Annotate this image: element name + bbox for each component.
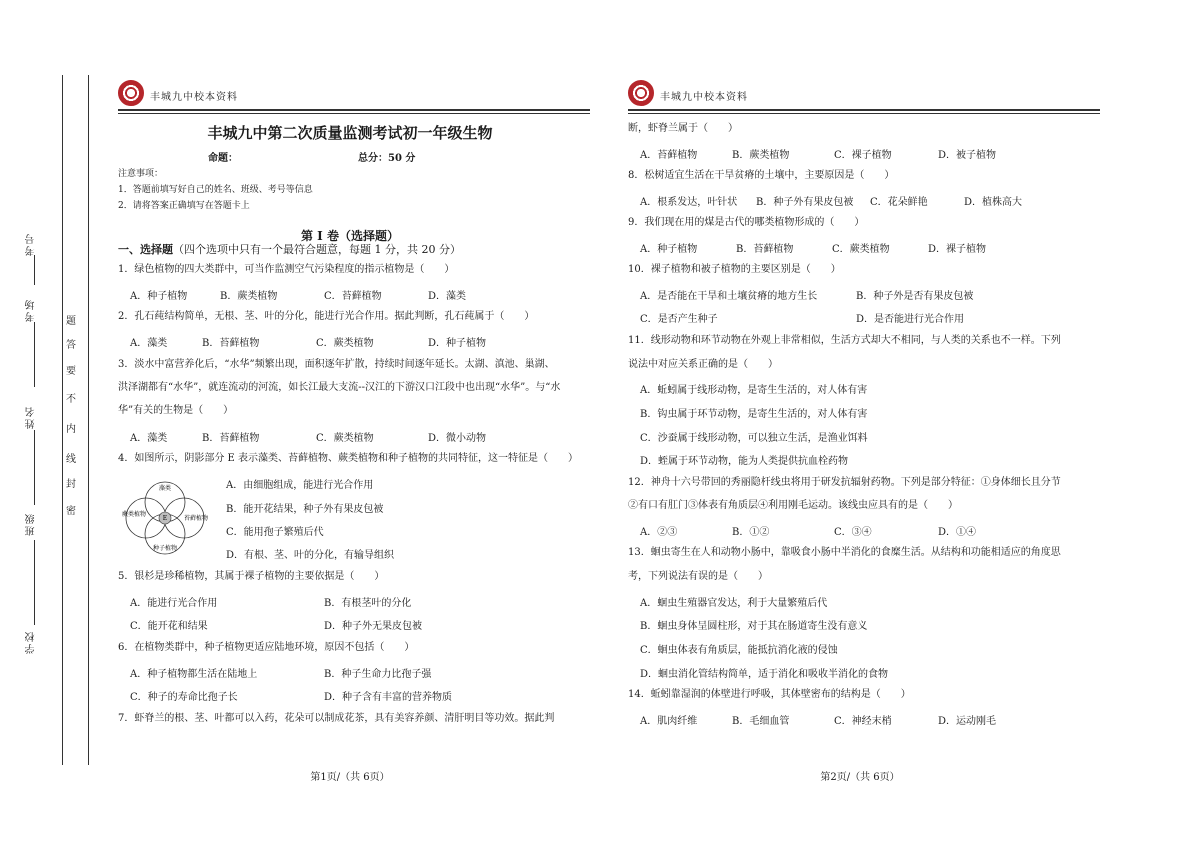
question-12-line: 12．神舟十六号带回的秀丽隐杆线虫将用于研发抗辐射药物。下列是部分特征：①身体细长且分节 bbox=[628, 477, 1061, 488]
exam-page-2 bbox=[620, 0, 1100, 849]
blank-line bbox=[34, 322, 35, 387]
option: B．钩虫属于环节动物，是寄生生活的，对人体有害 bbox=[640, 409, 868, 420]
question-10: 10．裸子植物和被子植物的主要区别是（ ） bbox=[628, 264, 841, 275]
question-11-line: 说法中对应关系正确的是（ ） bbox=[628, 359, 778, 370]
setter-label: 命题： bbox=[208, 153, 238, 164]
venn-label-fern: 蕨类植物 bbox=[121, 511, 147, 518]
option: A．苔藓植物 bbox=[640, 150, 698, 161]
header-rule bbox=[118, 113, 590, 114]
header-rule bbox=[628, 109, 1100, 111]
option: B．有根茎叶的分化 bbox=[324, 598, 412, 609]
option: C．蕨类植物 bbox=[316, 338, 374, 349]
note-line: 2．请将答案正确填写在答题卡上 bbox=[118, 201, 250, 211]
field-kaohao: 考号 bbox=[26, 232, 37, 256]
question-14: 14．蚯蚓靠湿润的体壁进行呼吸，其体壁密布的结构是（ ） bbox=[628, 689, 911, 700]
option: A．②③ bbox=[640, 527, 678, 538]
binding-line-outer bbox=[62, 75, 63, 765]
field-banji: 班级 bbox=[26, 512, 37, 536]
option: D．裸子植物 bbox=[928, 244, 987, 255]
seal-char: 内 bbox=[66, 424, 76, 435]
section-heading-bold: 一、选择题 bbox=[118, 243, 173, 256]
blank-line bbox=[34, 430, 35, 505]
binding-line-inner bbox=[88, 75, 89, 765]
option: D．种子含有丰富的营养物质 bbox=[324, 692, 453, 703]
venn-label-seed: 种子植物 bbox=[152, 545, 178, 552]
question-7: 7．虾脊兰的根、茎、叶都可以入药，花朵可以制成花茶，具有美容养颜、清肝明目等功效。据此判 bbox=[118, 713, 555, 724]
venn-label-algae: 藻类 bbox=[158, 485, 172, 492]
exam-page-1 bbox=[110, 0, 590, 849]
page-footer: 第1页/（共 6页） bbox=[310, 772, 390, 783]
option: C．能开花和结果 bbox=[130, 621, 208, 632]
option: A．根系发达，叶针状 bbox=[640, 197, 738, 208]
option: D．蛭属于环节动物，能为人类提供抗血栓药物 bbox=[640, 456, 849, 467]
option: C．蕨类植物 bbox=[316, 433, 374, 444]
notes-title: 注意事项： bbox=[118, 169, 164, 179]
option: B．苔藓植物 bbox=[202, 338, 260, 349]
option: A．肌肉纤维 bbox=[640, 716, 698, 727]
option: A．种子植物 bbox=[640, 244, 698, 255]
option: B．蕨类植物 bbox=[732, 150, 790, 161]
option: B．蛔虫身体呈圆柱形，对于其在肠道寄生没有意义 bbox=[640, 621, 868, 632]
question-3-line: 3．淡水中富营养化后，“水华”频繁出现，面积逐年扩散，持续时间逐年延长。太湖、滇池、巢湖、 bbox=[118, 359, 555, 370]
seal-char: 答 bbox=[66, 340, 76, 351]
option: D．植株高大 bbox=[964, 197, 1023, 208]
section-heading bbox=[118, 241, 461, 257]
option: B．种子外是否有果皮包被 bbox=[856, 291, 974, 302]
blank-line bbox=[34, 540, 35, 625]
seal-char: 线 bbox=[66, 454, 76, 465]
field-xuexiao: 学校 bbox=[26, 630, 37, 654]
question-2: 2．孔石莼结构简单，无根、茎、叶的分化，能进行光合作用。据此判断，孔石莼属于（ ） bbox=[118, 311, 535, 322]
question-11-line: 11．线形动物和环节动物在外观上非常相似，生活方式却大不相同，与人类的关系也不一样。下列 bbox=[628, 335, 1061, 346]
score-label: 总分：50 分 bbox=[358, 153, 416, 164]
option: C．裸子植物 bbox=[834, 150, 892, 161]
blank-line bbox=[34, 255, 35, 285]
option: B．能开花结果，种子外有果皮包被 bbox=[226, 504, 384, 515]
seal-char: 封 bbox=[66, 479, 76, 490]
option: B．种子外有果皮包被 bbox=[756, 197, 854, 208]
field-kaochang: 考场 bbox=[26, 298, 37, 322]
seal-char: 密 bbox=[66, 506, 76, 517]
option: D．种子植物 bbox=[428, 338, 487, 349]
page-footer: 第2页/（共 6页） bbox=[820, 772, 900, 783]
option: C．是否产生种子 bbox=[640, 314, 718, 325]
option: C．蛔虫体表有角质层，能抵抗消化液的侵蚀 bbox=[640, 645, 838, 656]
question-9: 9．我们现在用的煤是古代的哪类植物形成的（ ） bbox=[628, 217, 865, 228]
option: C．③④ bbox=[834, 527, 872, 538]
question-3-line: 华”有关的生物是（ ） bbox=[118, 405, 234, 416]
option: D．微小动物 bbox=[428, 433, 487, 444]
page-header bbox=[118, 80, 590, 110]
question-1: 1．绿色植物的四大类群中，可当作监测空气污染程度的指示植物是（ ） bbox=[118, 264, 455, 275]
option: A．蛔虫生殖器官发达，利于大量繁殖后代 bbox=[640, 598, 828, 609]
option: B．苔藓植物 bbox=[202, 433, 260, 444]
school-logo-icon bbox=[628, 80, 654, 106]
option: C．花朵鲜艳 bbox=[870, 197, 928, 208]
venn-label-moss: 苔藓植物 bbox=[183, 515, 209, 522]
notes bbox=[118, 166, 313, 214]
option: D．种子外无果皮包被 bbox=[324, 621, 423, 632]
option: A．种子植物 bbox=[130, 291, 188, 302]
question-8: 8．松树适宜生活在干旱贫瘠的土壤中，主要原因是（ ） bbox=[628, 170, 895, 181]
option: B．毛细血管 bbox=[732, 716, 790, 727]
seal-char: 要 bbox=[66, 366, 76, 377]
option: C．沙蚕属于线形动物，可以独立生活，是渔业饵料 bbox=[640, 433, 868, 444]
option: A．藻类 bbox=[130, 433, 168, 444]
option: C．能用孢子繁殖后代 bbox=[226, 527, 324, 538]
option: A．种子植物都生活在陆地上 bbox=[130, 669, 258, 680]
header-rule bbox=[628, 113, 1100, 114]
option: D．蛔虫消化管结构简单，适于消化和吸收半消化的食物 bbox=[640, 669, 889, 680]
option: A．由细胞组成，能进行光合作用 bbox=[226, 480, 374, 491]
option: A．是否能在干旱和土壤贫瘠的地方生长 bbox=[640, 291, 818, 302]
question-5: 5．银杉是珍稀植物，其属于裸子植物的主要依据是（ ） bbox=[118, 571, 385, 582]
option: C．苔藓植物 bbox=[324, 291, 382, 302]
option: D．有根、茎、叶的分化，有输导组织 bbox=[226, 550, 395, 561]
header-rule bbox=[118, 109, 590, 111]
option: D．被子植物 bbox=[938, 150, 997, 161]
school-logo-icon bbox=[118, 80, 144, 106]
field-xingming: 姓名 bbox=[26, 405, 37, 429]
page-header bbox=[628, 80, 1100, 110]
option: A．能进行光合作用 bbox=[130, 598, 218, 609]
venn-diagram bbox=[120, 478, 210, 558]
header-school-resource: 丰城九中校本资料 bbox=[150, 92, 238, 103]
option: C．种子的寿命比孢子长 bbox=[130, 692, 238, 703]
section-title: 第 I 卷（选择题） bbox=[301, 229, 399, 243]
venn-label-e: E bbox=[162, 515, 168, 522]
exam-title: 丰城九中第二次质量监测考试初一年级生物 bbox=[207, 124, 493, 142]
option: C．神经末梢 bbox=[834, 716, 892, 727]
question-6: 6．在植物类群中，种子植物更适应陆地环境，原因不包括（ ） bbox=[118, 642, 415, 653]
question-13-line: 考，下列说法有误的是（ ） bbox=[628, 571, 768, 582]
option: B．蕨类植物 bbox=[220, 291, 278, 302]
question-13-line: 13．蛔虫寄生在人和动物小肠中，靠吸食小肠中半消化的食糜生活。从结构和功能相适应的角度思 bbox=[628, 547, 1061, 558]
option: B．苔藓植物 bbox=[736, 244, 794, 255]
note-line: 1．答题前填写好自己的姓名、班级、考号等信息 bbox=[118, 185, 313, 195]
option: B．①② bbox=[732, 527, 770, 538]
question-3-line: 洪泽湖都有“水华”，就连流动的河流，如长江最大支流--汉江的下游汉口江段中也出现“水华”。与“水 bbox=[118, 382, 561, 393]
option: C．蕨类植物 bbox=[832, 244, 890, 255]
question-4: 4．如图所示，阴影部分 E 表示藻类、苔藓植物、蕨类植物和种子植物的共同特征，这一特征是（ ） bbox=[118, 453, 579, 464]
option: D．运动刚毛 bbox=[938, 716, 997, 727]
option: B．种子生命力比孢子强 bbox=[324, 669, 432, 680]
question-7-cont: 断，虾脊兰属于（ ） bbox=[628, 123, 738, 134]
binding-margin bbox=[0, 0, 100, 849]
option: D．是否能进行光合作用 bbox=[856, 314, 965, 325]
question-12-line: ②有口有肛门③体表有角质层④利用刚毛运动。该线虫应具有的是（ ） bbox=[628, 500, 958, 511]
header-school-resource: 丰城九中校本资料 bbox=[660, 92, 748, 103]
section-heading-rest: （四个选项中只有一个最符合题意，每题 1 分，共 20 分） bbox=[173, 243, 461, 256]
option: D．①④ bbox=[938, 527, 977, 538]
option: D．藻类 bbox=[428, 291, 467, 302]
seal-char: 不 bbox=[66, 394, 76, 405]
seal-char: 题 bbox=[66, 316, 76, 327]
option: A．蚯蚓属于线形动物，是寄生生活的，对人体有害 bbox=[640, 385, 868, 396]
option: A．藻类 bbox=[130, 338, 168, 349]
